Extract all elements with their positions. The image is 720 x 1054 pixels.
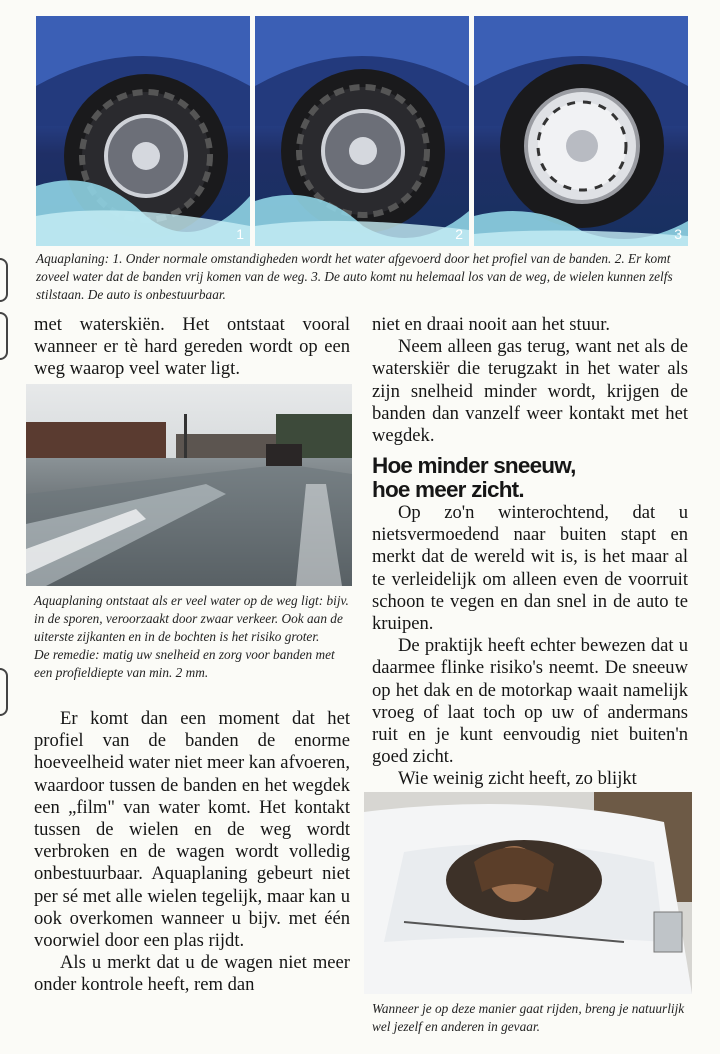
page-edge-mark: [0, 312, 8, 360]
panel-number: 3: [674, 226, 682, 242]
tire-figure-caption: [36, 250, 688, 304]
heading-line: Hoe minder sneeuw,: [372, 453, 576, 478]
tire-illustration-2: [255, 16, 469, 246]
tire-panel-3: [474, 16, 688, 246]
road-photo-caption: [34, 592, 352, 682]
right-column-body: [372, 502, 688, 791]
paragraph: niet en draai nooit aan het stuur.: [372, 314, 611, 335]
section-heading: [372, 454, 692, 502]
paragraph: Als u merkt dat u de wagen niet meer onder kontrole heeft, rem dan: [34, 952, 350, 996]
snowy-window-photo: [364, 792, 692, 994]
heading-line: hoe meer zicht.: [372, 477, 524, 502]
paragraph: Er komt dan een moment dat het profiel van de banden de enorme hoeveelheid water niet meer kan afvoeren, waardoor tussen de banden en het wegdek een „film" van water komt. Het kontakt tussen de wielen en de weg wordt verbroken en de wagen wordt volledig onbestuurbaar. Aquaplaning gebeurt niet per sé met alle wielen tegelijk, maar kan u ook overkomen wanneer u bijv. met één voorwiel door een plas rijdt.: [34, 708, 350, 952]
caption-text: Wanneer je op deze manier gaat rijden, breng je natuurlijk wel jezelf en anderen in gevaar.: [372, 1001, 685, 1034]
panel-number: 1: [236, 226, 244, 242]
paragraph: Op zo'n winterochtend, dat u nietsvermoedend naar buiten stapt en merkt dat de wereld wit is, is het maar al te verleidelijk om alleen even de voorruit schoon te vegen en dan snel in de auto te kruipen.: [372, 502, 688, 635]
remedy-text: De remedie: matig uw snelheid en zorg voor banden met een profieldiepte van min. 2 mm.: [34, 647, 335, 680]
window-photo-caption: [372, 1000, 688, 1036]
paragraph: Wie weinig zicht heeft, zo blijkt: [398, 768, 637, 790]
left-column-body: [34, 708, 350, 997]
wet-road-image: [26, 384, 352, 586]
tire-panel-2: [255, 16, 469, 246]
left-column-intro: [34, 314, 350, 381]
right-column-top: [372, 314, 688, 447]
paragraph: Neem alleen gas terug, want net als de waterskiër die terugzakt in het water als zijn snelheid minder wordt, krijgen de banden dan vanzelf weer kontakt met het wegdek.: [372, 336, 688, 447]
page-edge-mark: [0, 258, 8, 302]
panel-number: 2: [455, 226, 463, 242]
tire-panel-1: [36, 16, 250, 246]
road-photo: [26, 384, 352, 586]
paragraph: De praktijk heeft echter bewezen dat u daarmee flinke risiko's neemt. De sneeuw op het dak en de motorkap waait namelijk vroeg of laat toch op uw of andermans ruit en je kunt eenvoudig niet buiten'n goed zicht.: [372, 635, 688, 768]
tire-illustration-3: [474, 16, 688, 246]
page-edge-mark: [0, 668, 8, 716]
snow-window-image: [364, 792, 692, 994]
paragraph: met waterskiën. Het ontstaat vooral wanneer er tè hard gereden wordt op een weg waarop veel water ligt.: [34, 314, 350, 380]
caption-text: Aquaplaning: 1. Onder normale omstandigheden wordt het water afgevoerd door het profiel van de banden. 2. Er komt zoveel water dat de banden vrij komen van de weg. 3. De auto komt nu helemaal los van de weg, de wielen kunnen zelfs stilstaan. De auto is onbestuurbaar.: [36, 251, 673, 302]
caption-text: Aquaplaning ontstaat als er veel water op de weg ligt: bijv. in de sporen, veroorzaakt door zwaar verkeer. Ook aan de uiterste zijkanten en in de bochten is het risiko groter.: [34, 593, 349, 644]
tire-illustration-1: [36, 16, 250, 246]
